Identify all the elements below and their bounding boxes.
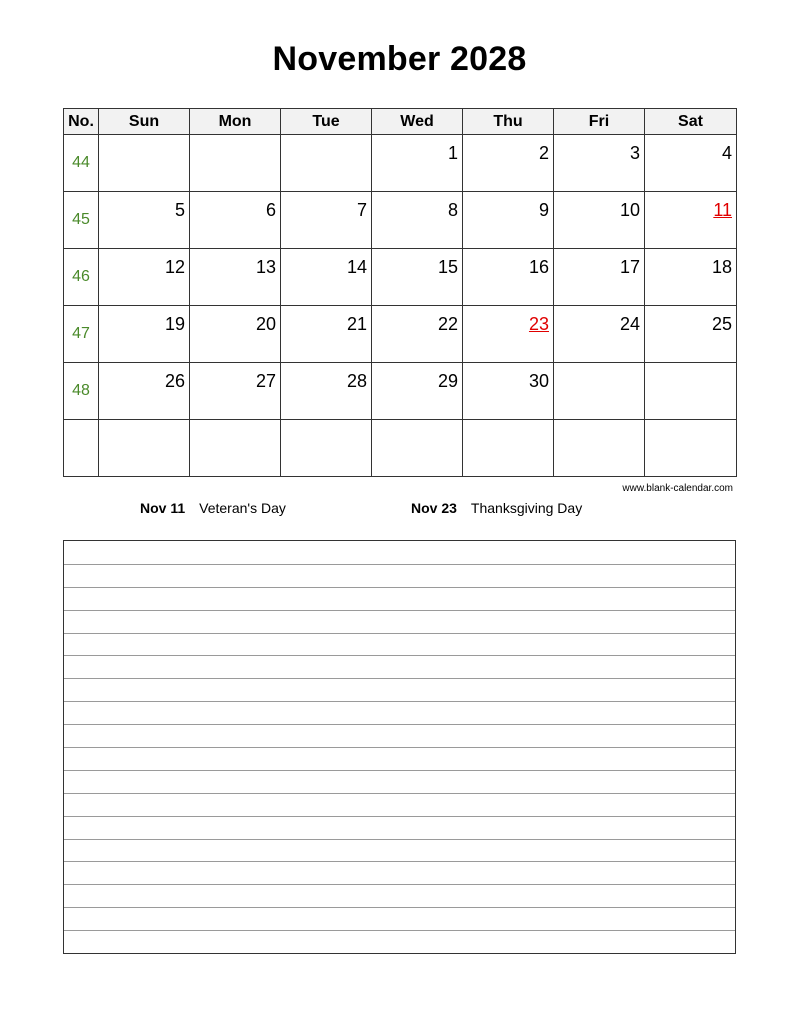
week-number	[64, 420, 99, 477]
weekday-header: Sat	[645, 109, 737, 135]
note-line	[64, 861, 735, 862]
day-cell[interactable]	[645, 306, 737, 363]
day-number	[554, 363, 644, 371]
day-cell[interactable]	[463, 363, 554, 420]
note-line	[64, 655, 735, 656]
day-cell[interactable]	[554, 192, 645, 249]
day-number: 21	[346, 314, 367, 334]
day-cell[interactable]	[99, 306, 190, 363]
holiday-date: Nov 23	[411, 500, 457, 516]
note-line	[64, 747, 735, 748]
day-number	[281, 420, 371, 428]
holiday-date: Nov 11	[140, 500, 186, 516]
week-number: 46	[64, 249, 99, 306]
day-number: 18	[711, 257, 732, 277]
day-number: 2	[538, 143, 549, 163]
day-cell[interactable]	[372, 249, 463, 306]
day-number: 23	[528, 314, 549, 334]
day-cell[interactable]	[372, 420, 463, 477]
day-number: 27	[255, 371, 276, 391]
day-number: 12	[164, 257, 185, 277]
day-cell[interactable]	[554, 306, 645, 363]
weekday-header: Fri	[554, 109, 645, 135]
day-number	[190, 420, 280, 428]
day-cell[interactable]	[645, 249, 737, 306]
note-line	[64, 724, 735, 725]
day-number: 17	[619, 257, 640, 277]
note-line	[64, 678, 735, 679]
day-cell[interactable]	[372, 192, 463, 249]
holiday-entry	[140, 500, 286, 516]
day-number: 28	[346, 371, 367, 391]
website-credit: www.blank-calendar.com	[622, 483, 733, 494]
day-cell[interactable]	[463, 249, 554, 306]
note-line	[64, 907, 735, 908]
day-cell[interactable]	[281, 363, 372, 420]
week-number: 47	[64, 306, 99, 363]
note-line	[64, 610, 735, 611]
day-number: 10	[619, 200, 640, 220]
day-cell[interactable]	[372, 363, 463, 420]
weekday-header: Thu	[463, 109, 554, 135]
day-number: 13	[255, 257, 276, 277]
week-row	[64, 135, 737, 192]
week-row	[64, 192, 737, 249]
weekday-header: Sun	[99, 109, 190, 135]
note-line	[64, 930, 735, 931]
day-cell[interactable]	[463, 306, 554, 363]
week-number: 44	[64, 135, 99, 192]
note-line	[64, 793, 735, 794]
day-number: 14	[346, 257, 367, 277]
day-number: 30	[528, 371, 549, 391]
day-number: 22	[437, 314, 458, 334]
week-row	[64, 306, 737, 363]
week-row	[64, 420, 737, 477]
day-cell[interactable]	[645, 135, 737, 192]
day-number	[190, 135, 280, 143]
day-number: 8	[447, 200, 458, 220]
day-number	[645, 420, 736, 428]
note-line	[64, 587, 735, 588]
note-line	[64, 839, 735, 840]
day-number	[99, 135, 189, 143]
day-number: 19	[164, 314, 185, 334]
day-number: 1	[447, 143, 458, 163]
week-row	[64, 249, 737, 306]
day-cell[interactable]	[281, 249, 372, 306]
day-cell[interactable]	[463, 135, 554, 192]
weekday-header: Tue	[281, 109, 372, 135]
day-cell[interactable]	[281, 420, 372, 477]
calendar-grid	[63, 108, 737, 477]
day-cell[interactable]	[281, 192, 372, 249]
day-cell[interactable]	[190, 249, 281, 306]
day-number: 5	[174, 200, 185, 220]
day-cell[interactable]	[190, 420, 281, 477]
day-cell[interactable]	[645, 363, 737, 420]
day-number: 11	[713, 200, 732, 220]
day-cell[interactable]	[645, 192, 737, 249]
day-cell[interactable]	[463, 192, 554, 249]
day-number	[372, 420, 462, 428]
day-cell[interactable]	[190, 135, 281, 192]
day-cell[interactable]	[554, 135, 645, 192]
holiday-name: Thanksgiving Day	[470, 500, 583, 516]
calendar-title: November 2028	[272, 40, 527, 78]
week-row	[64, 363, 737, 420]
weekday-header-row	[64, 109, 737, 135]
day-cell[interactable]	[554, 363, 645, 420]
day-number: 4	[721, 143, 732, 163]
week-number-header: No.	[64, 109, 99, 135]
day-cell[interactable]	[463, 420, 554, 477]
week-number: 48	[64, 363, 99, 420]
weekday-header: Wed	[372, 109, 463, 135]
note-line	[64, 564, 735, 565]
day-number: 26	[164, 371, 185, 391]
day-number	[645, 363, 736, 371]
day-cell[interactable]	[554, 420, 645, 477]
week-number: 45	[64, 192, 99, 249]
day-cell[interactable]	[372, 135, 463, 192]
notes-area[interactable]	[63, 540, 736, 954]
note-line	[64, 884, 735, 885]
day-cell[interactable]	[554, 249, 645, 306]
day-number: 24	[619, 314, 640, 334]
day-number: 29	[437, 371, 458, 391]
day-cell[interactable]	[372, 306, 463, 363]
day-cell[interactable]	[190, 192, 281, 249]
day-number	[463, 420, 553, 428]
day-cell[interactable]	[281, 135, 372, 192]
day-number	[99, 420, 189, 428]
day-number	[554, 420, 644, 428]
day-cell[interactable]	[281, 306, 372, 363]
day-number: 25	[711, 314, 732, 334]
day-cell[interactable]	[645, 420, 737, 477]
day-number: 7	[356, 200, 367, 220]
day-number: 16	[528, 257, 549, 277]
day-cell[interactable]	[99, 192, 190, 249]
day-number: 9	[538, 200, 549, 220]
note-line	[64, 816, 735, 817]
day-cell[interactable]	[190, 363, 281, 420]
note-line	[64, 701, 735, 702]
day-cell[interactable]	[99, 135, 190, 192]
day-cell[interactable]	[99, 420, 190, 477]
holiday-name: Veteran's Day	[199, 500, 286, 516]
note-line	[64, 633, 735, 634]
weekday-header: Mon	[190, 109, 281, 135]
day-cell[interactable]	[99, 363, 190, 420]
day-cell[interactable]	[190, 306, 281, 363]
day-number: 6	[265, 200, 276, 220]
day-number: 20	[255, 314, 276, 334]
day-number: 3	[629, 143, 640, 163]
holiday-entry	[411, 500, 582, 516]
day-number: 15	[437, 257, 458, 277]
day-number	[281, 135, 371, 143]
day-cell[interactable]	[99, 249, 190, 306]
note-line	[64, 770, 735, 771]
